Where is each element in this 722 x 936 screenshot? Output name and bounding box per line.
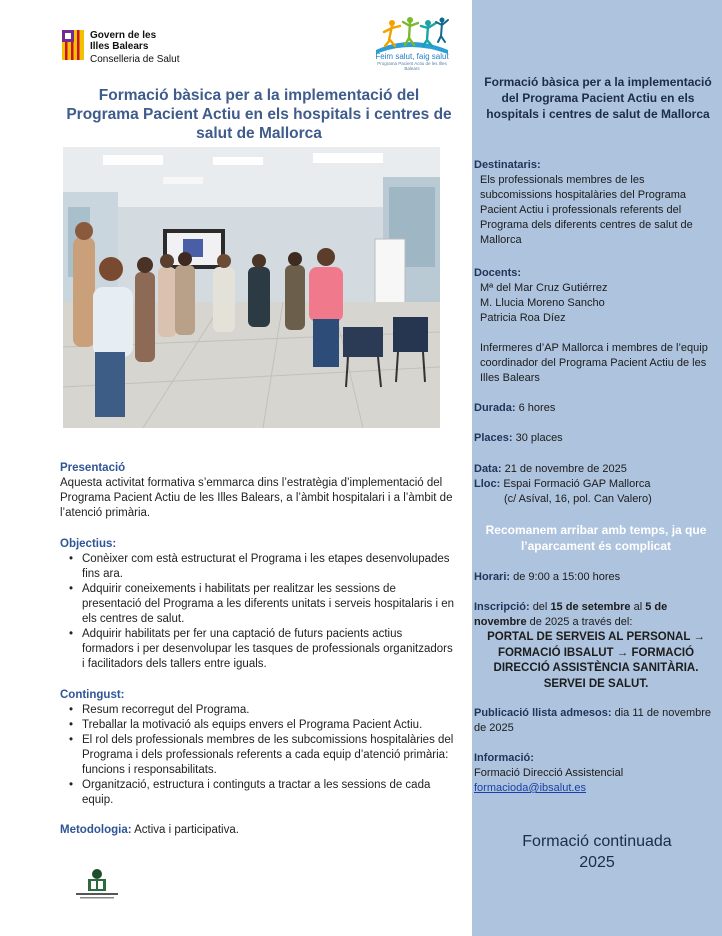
- presentacio-section: [60, 461, 455, 521]
- lloc-value: Espai Formació GAP Mallorca: [503, 478, 651, 490]
- feim-logo-text: Feim salut, faig salut: [375, 52, 449, 61]
- durada-block: [474, 401, 718, 416]
- docent-name: Patricia Roa Díez: [480, 312, 566, 324]
- horari-label: Horari:: [474, 571, 511, 583]
- data-label: Data:: [474, 463, 502, 475]
- footer-line1: Formació continuada: [522, 833, 672, 850]
- objectius-heading: Objectius:: [60, 538, 117, 550]
- continguts-list: [60, 703, 455, 808]
- list-item: • Adquirir coneixements i habilitats per realitzar les sessions de presentació del Programa a les diferents unitats i serveis hospitalaris i en els centres de salut.: [82, 582, 455, 627]
- presentacio-text: Aquesta activitat formativa s’emmarca dins l’estratègia d’implementació del Programa Pacient Actiu de les Illes Balears, a l’àmbit hospitalari i a l’àmbit de l’atenció primària.: [60, 477, 453, 519]
- email-link[interactable]: formacioda@ibsalut.es: [474, 782, 587, 794]
- metodologia-text: Activa i participativa.: [134, 824, 239, 836]
- durada-value: 6 hores: [518, 402, 556, 414]
- gov-line2: Illes Balears: [90, 41, 149, 52]
- horari-value: de 9:00 a 15:00 hores: [513, 571, 621, 583]
- gov-line3: Conselleria de Salut: [90, 54, 180, 65]
- lloc-label: Lloc:: [474, 478, 501, 490]
- continguts-section: [60, 688, 455, 808]
- inscripcio-label: Inscripció:: [474, 601, 530, 613]
- balearic-shield-icon: [62, 30, 84, 60]
- list-item: • Treballar la motivació als equips envers el Programa Pacient Actiu.: [82, 718, 455, 733]
- feim-salut-caption: [372, 53, 452, 71]
- list-item: • Adquirir habilitats per fer una captació de futurs pacients actius formadors i per desenvolupar les tasques de professionals organitzadors i facilitadors dels tallers entre iguals.: [82, 627, 455, 672]
- inscripcio-tail: de 2025 a través del:: [529, 616, 633, 628]
- places-label: Places:: [474, 432, 513, 444]
- lloc-address: (c/ Asíval, 16, pol. Can Valero): [504, 493, 652, 505]
- docent-name: M. Llucia Moreno Sancho: [480, 297, 605, 309]
- sidebar-title: Formació bàsica per a la implementació del Programa Pacient Actiu en els hospitals i centres de salut de Mallorca: [484, 75, 712, 121]
- publicacio-label: Publicació llista admesos:: [474, 707, 612, 719]
- objectius-section: [60, 537, 455, 672]
- footer-line2: 2025: [579, 854, 615, 871]
- institution-emblem-icon: [74, 866, 120, 900]
- docents-note: Infermeres d’AP Mallorca i membres de l’equip coordinador del Programa Pacient Actiu de les Illes Balears: [480, 342, 708, 384]
- destinataris-text: Els professionals membres de les subcomissions hospitalàries del Programa Pacient Actiu i professionals referents del Programa dels diferents centres de salut de Mallorca: [480, 174, 693, 246]
- inscripcio-path: PORTAL DE SERVEIS AL PERSONAL → FORMACIÓ IBSALUT → FORMACIÓ DIRECCIÓ ASSISTÈNCIA SANITÀRIA. SERVEI DE SALUT.: [487, 631, 705, 690]
- inscripcio-from: 15 de setembre: [550, 601, 631, 613]
- list-item: • Conèixer com està estructurat el Programa i les etapes desenvolupades fins ara.: [82, 552, 455, 582]
- gov-line1: Govern de les: [90, 30, 157, 41]
- feim-logo-subtext: Programa Pacient Actiu de les Illes Balears: [377, 61, 447, 71]
- parking-notice: Recomanem arribar amb temps, ja que l’aparcament és complicat: [485, 523, 707, 553]
- presentacio-heading: Presentació: [60, 462, 126, 474]
- list-item: • Organització, estructura i continguts a tractar a les sessions de cada equip.: [82, 778, 455, 808]
- inscripcio-block: [474, 600, 718, 692]
- informacio-value: Formació Direcció Assistencial: [474, 767, 624, 779]
- durada-label: Durada:: [474, 402, 516, 414]
- horari-block: [474, 570, 718, 585]
- inscripcio-al: al: [633, 601, 643, 613]
- inscripcio-to: 5 de novembre: [474, 601, 668, 628]
- destinataris-block: [474, 158, 718, 248]
- metodologia-section: [60, 823, 455, 838]
- data-lloc-block: [474, 462, 718, 507]
- data-value: 21 de novembre de 2025: [504, 463, 627, 475]
- continguts-heading: Contingust:: [60, 689, 125, 701]
- docents-label: Docents:: [474, 267, 522, 279]
- objectius-list: [60, 552, 455, 672]
- footer-label: [472, 831, 722, 873]
- metodologia-heading: Metodologia:: [60, 824, 132, 836]
- govern-logo: [62, 30, 180, 65]
- list-item: • El rol dels professionals membres de les subcomissions hospitalàries del Programa i dels professionals referents a cada equip d’atenció primària: funcions i responsabilitats.: [82, 733, 455, 778]
- docent-name: Mª del Mar Cruz Gutiérrez: [480, 282, 608, 294]
- list-item: • Resum recorregut del Programa.: [82, 703, 455, 718]
- places-block: [474, 431, 718, 446]
- inscripcio-del: del: [532, 601, 548, 613]
- publicacio-value: dia 11 de novembre de 2025: [474, 707, 712, 734]
- publicacio-block: [474, 706, 718, 736]
- training-session-photo: [63, 147, 440, 428]
- docents-block: [474, 266, 718, 386]
- page-title: Formació bàsica per a la implementació del Programa Pacient Actiu en els hospitals i centres de salut de Mallorca: [66, 87, 452, 142]
- informacio-block: [474, 751, 718, 796]
- info-sidebar: [472, 0, 722, 936]
- informacio-label: Informació:: [474, 752, 534, 764]
- destinataris-label: Destinataris:: [474, 159, 541, 171]
- places-value: 30 places: [515, 432, 563, 444]
